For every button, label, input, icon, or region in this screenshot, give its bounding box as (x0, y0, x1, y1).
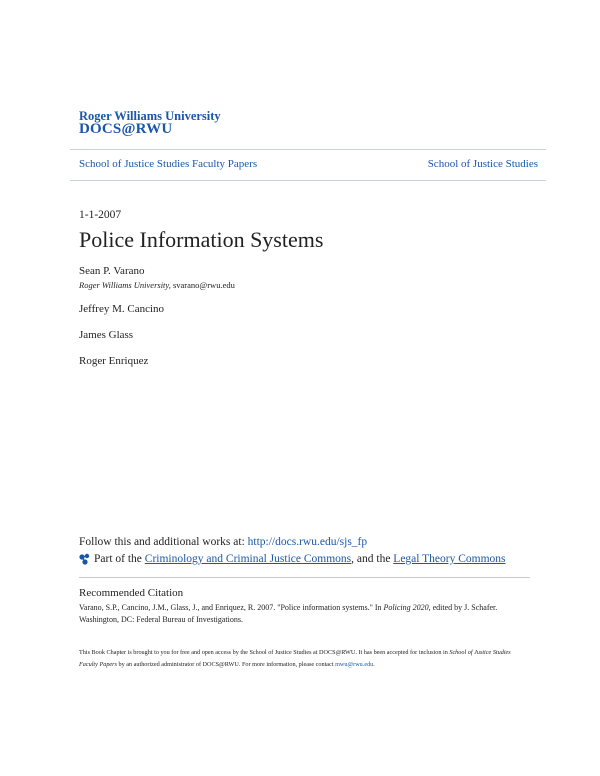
document-title: Police Information Systems (79, 227, 324, 252)
author-name: James Glass (79, 329, 134, 341)
follow-line (79, 536, 367, 548)
citation-heading: Recommended Citation (79, 587, 184, 599)
network-commons-icon (79, 553, 90, 565)
criminology-commons-link[interactable]: Criminology and Criminal Justice Commons (144, 553, 352, 565)
partof-prefix: Part of the (94, 553, 142, 565)
citation-book-title: Policing 2020 (383, 603, 429, 612)
faculty-papers-link[interactable]: School of Justice Studies Faculty Papers (79, 158, 258, 170)
part-of-line (79, 553, 506, 565)
publication-date: 1-1-2007 (79, 209, 122, 221)
citation-after: , edited by J. Schafer. Washington, DC: Federal Bureau of Investigations. (79, 603, 498, 624)
footer-notice (79, 647, 529, 670)
footer-text-3: . (373, 660, 375, 668)
author-affiliation: Roger Williams University, svarano@rwu.edu (79, 280, 235, 290)
affiliation-name: Roger Williams University (79, 280, 169, 290)
author-name: Sean P. Varano (79, 265, 145, 277)
citation-before: Varano, S.P., Cancino, J.M., Glass, J., and Enriquez, R. 2007. "Police information systems." In (79, 603, 384, 612)
university-name[interactable]: Roger Williams University (79, 109, 221, 123)
series-url-link[interactable]: http://docs.rwu.edu/sjs_fp (247, 536, 368, 548)
legal-theory-commons-link[interactable]: Legal Theory Commons (393, 553, 506, 565)
partof-middle: , and the (351, 553, 391, 565)
school-link[interactable]: School of Justice Studies (427, 158, 538, 170)
divider (79, 577, 530, 578)
author-name: Roger Enriquez (79, 355, 149, 367)
repository-name[interactable]: DOCS@RWU (79, 121, 173, 137)
footer-text-2: by an authorized administrator of DOCS@RWU. For more information, please contact (116, 660, 336, 668)
contact-email-link[interactable]: mwu@rwu.edu (335, 660, 374, 668)
navigation-bar (70, 149, 546, 181)
footer-series-name: School of Justice Studies Faculty Papers (79, 649, 511, 668)
follow-prefix: Follow this and additional works at: (79, 536, 245, 548)
footer-text-1: This Book Chapter is brought to you for free and open access by the School of Justice Studies at DOCS@RWU. It has been accepted for inclusion in (79, 649, 450, 656)
author-name: Jeffrey M. Cancino (79, 303, 165, 315)
author-email: svarano@rwu.edu (172, 280, 235, 290)
citation-text (79, 602, 519, 626)
